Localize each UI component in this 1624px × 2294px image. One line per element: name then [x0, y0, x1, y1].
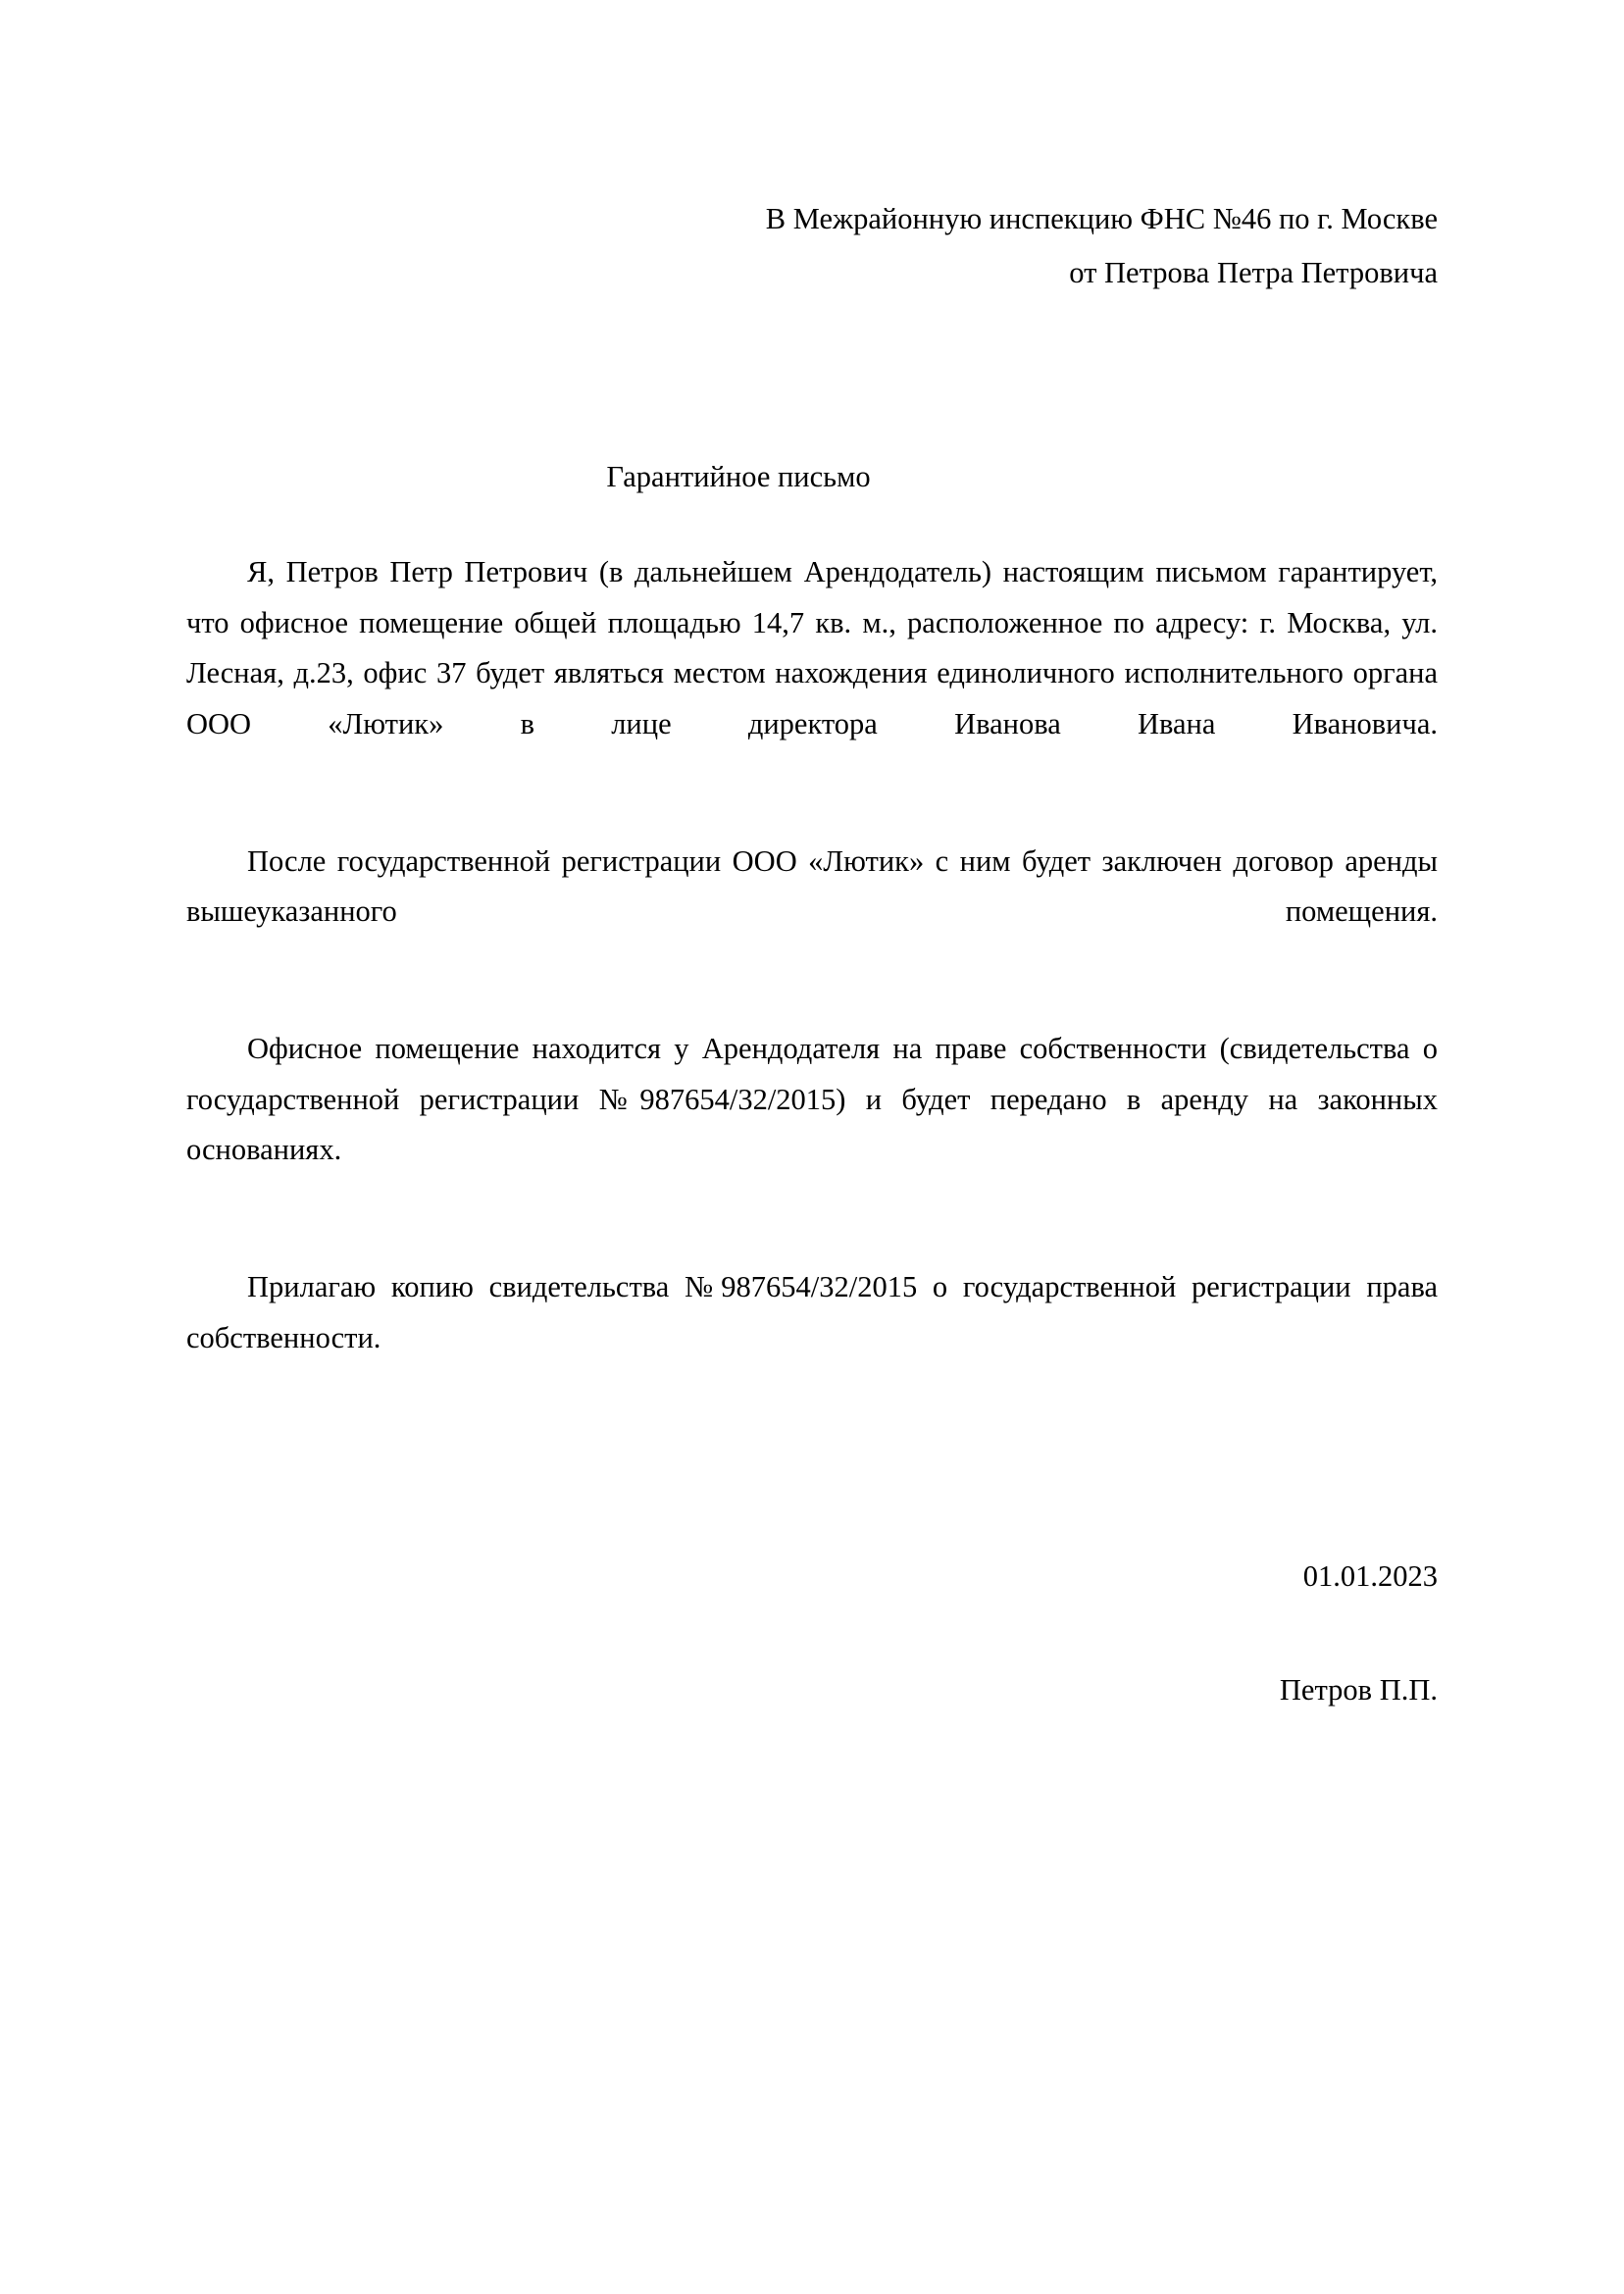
- page-title: Гарантийное письмо: [606, 460, 871, 493]
- body-paragraph-2: После государственной регистрации ООО «Лютик» с ним будет заключен договор аренды вышеуказанного помещения.: [186, 843, 1438, 928]
- addressee-line-recipient: В Межрайонную инспекцию ФНС №46 по г. Москве: [765, 202, 1438, 235]
- document-content: [186, 0, 1438, 1714]
- body-paragraph-3: Офисное помещение находится у Арендодателя на праве собственности (свидетельства о государственной регистрации №987654/32/2015) и будет передано в аренду на законных основаниях.: [186, 1032, 1438, 1166]
- signature-block: [186, 1552, 1438, 1714]
- addressee-block: [186, 192, 1438, 300]
- body-paragraph-1: Я, Петров Петр Петрович (в дальнейшем Арендодатель) настоящим письмом гарантирует, что офисное помещение общей площадью 14,7 кв. м., расположенное по адресу: г. Москва, ул. Лесная, д.23, офис 37 будет являться местом нахождения единоличного исполнительного органа ООО «Лютик» в лице директора Иванова Ивана Ивановича.: [186, 555, 1438, 740]
- signature-name: Петров П.П.: [1279, 1672, 1438, 1707]
- letter-body: [186, 547, 1438, 1414]
- signature-date: 01.01.2023: [1302, 1558, 1438, 1593]
- body-paragraph-4: Прилагаю копию свидетельства №987654/32/2015 о государственной регистрации права собственности.: [186, 1270, 1438, 1354]
- addressee-line-sender: от Петрова Петра Петровича: [1069, 256, 1438, 289]
